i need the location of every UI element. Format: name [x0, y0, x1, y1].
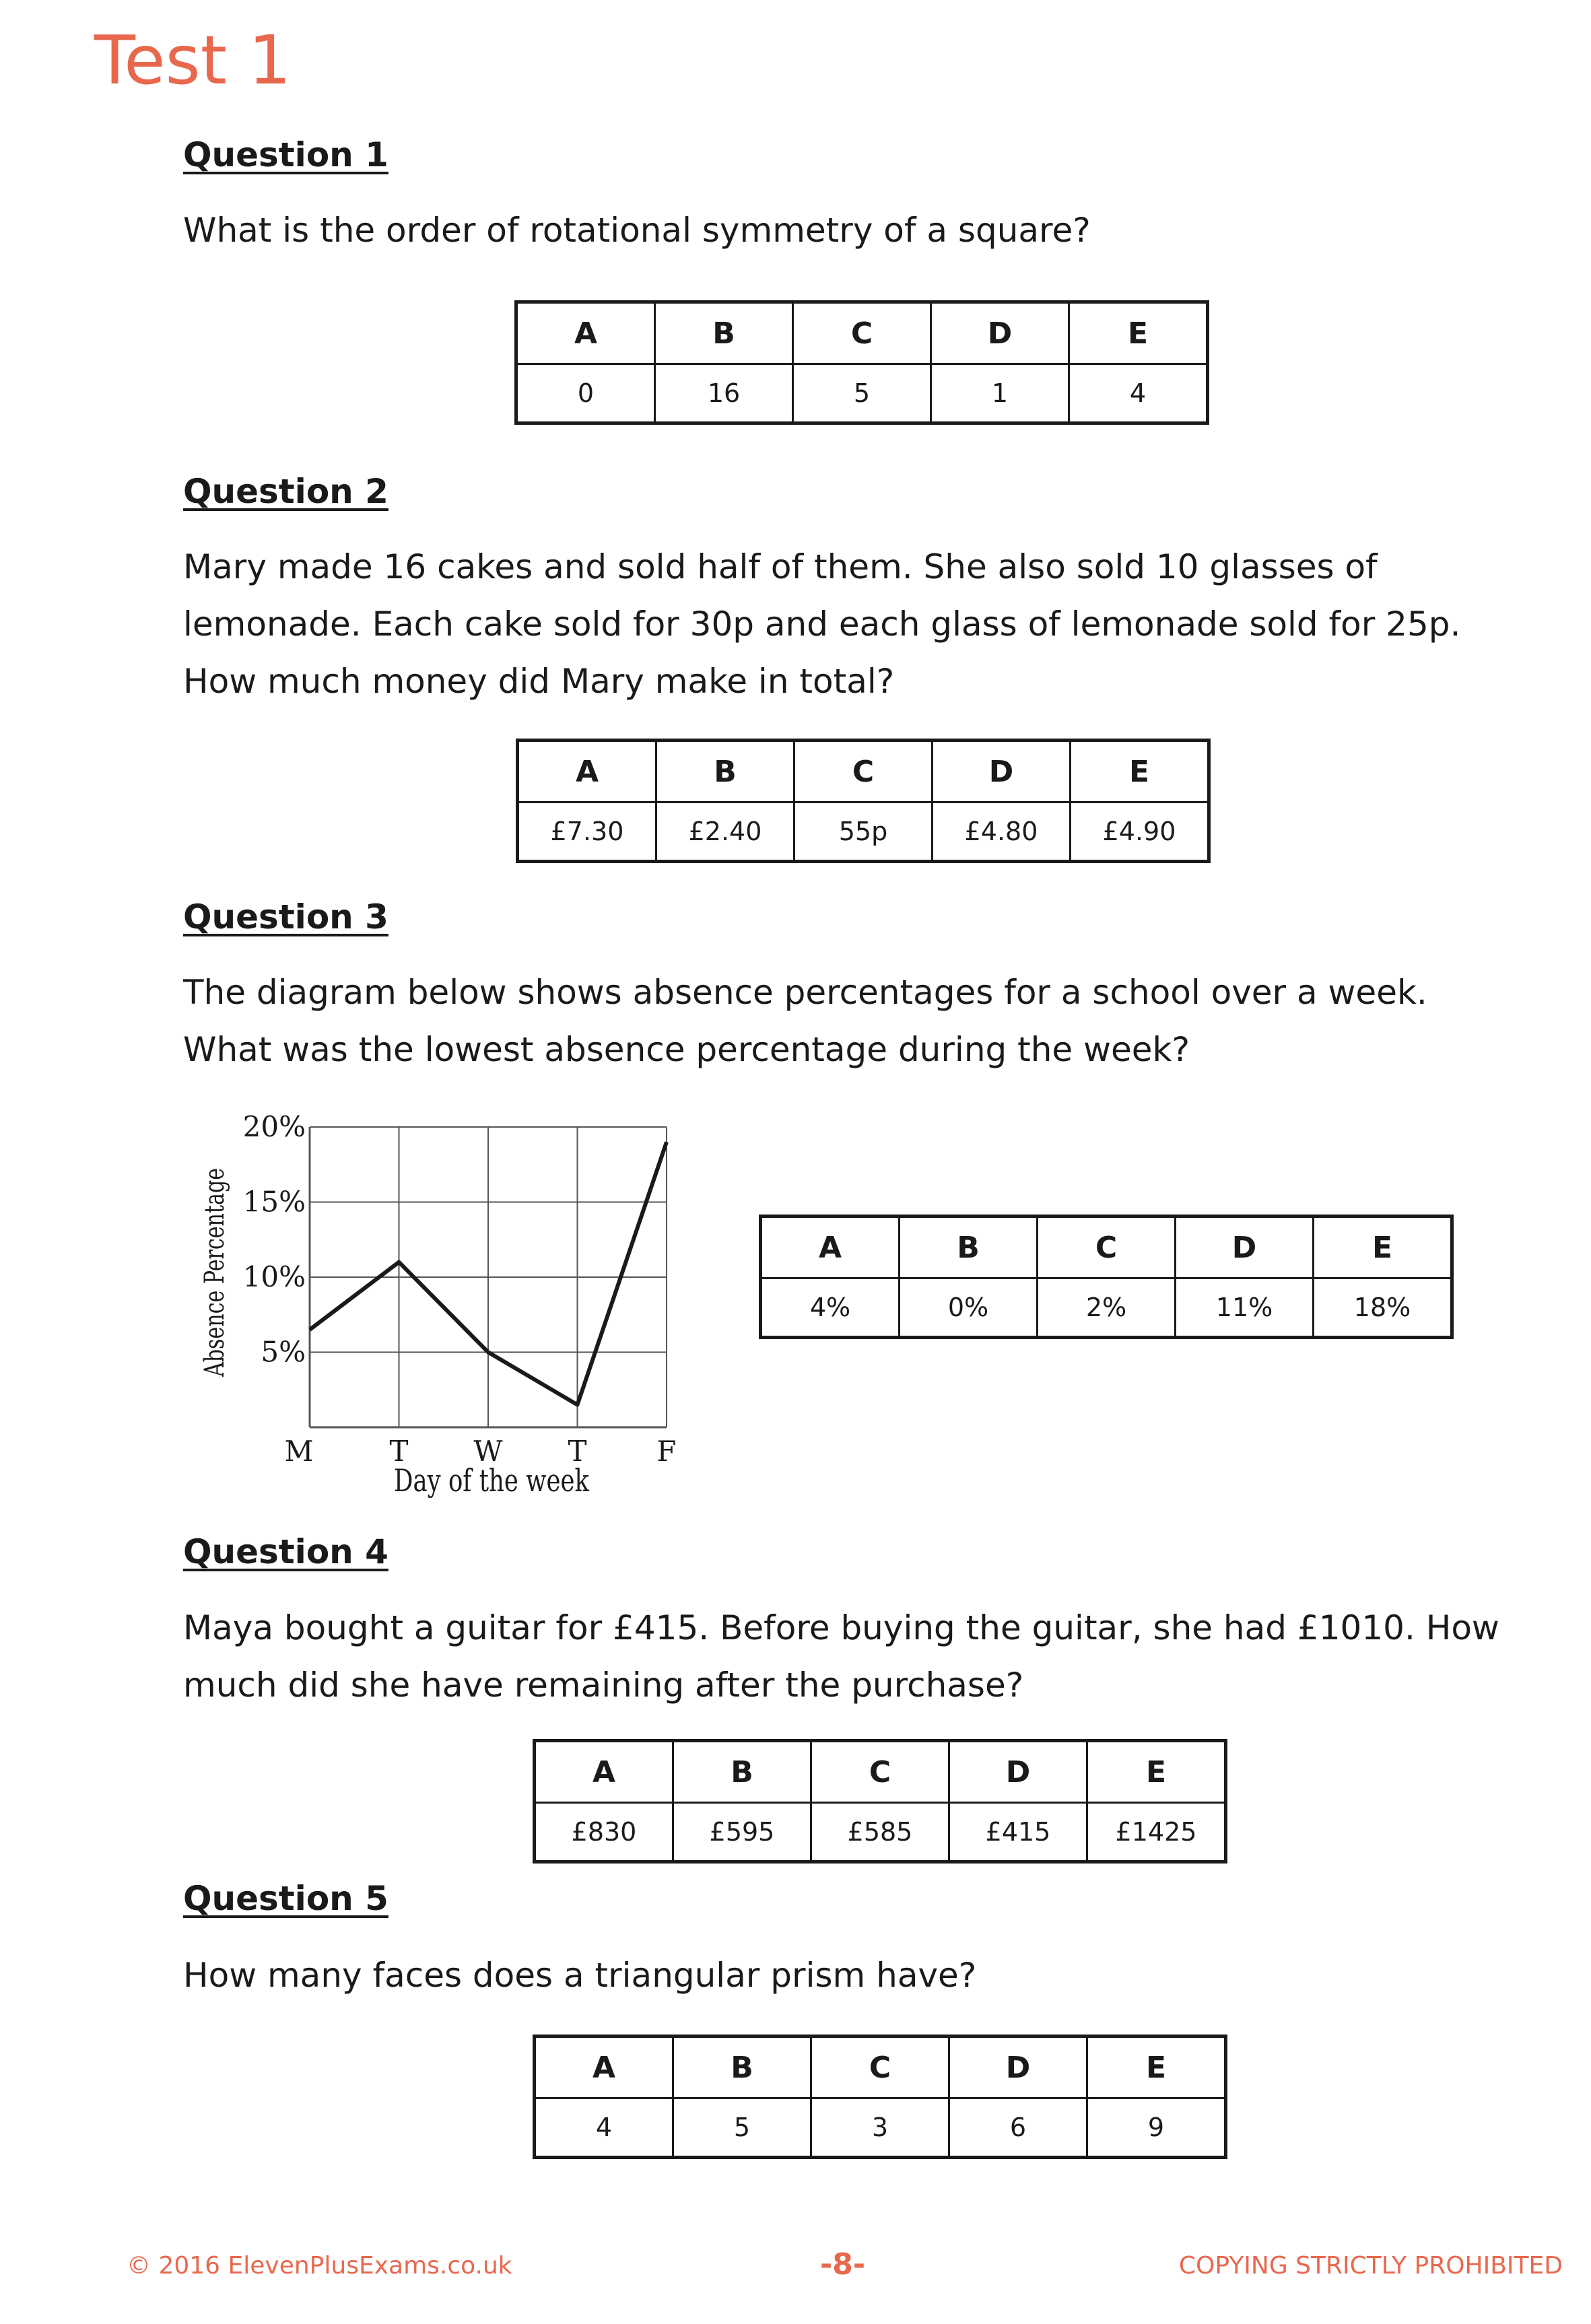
option-value[interactable]: £595 [673, 1803, 811, 1862]
option-letter[interactable]: C [793, 302, 931, 364]
option-letter[interactable]: A [761, 1217, 900, 1278]
question-5-heading: Question 5 [183, 1879, 388, 1918]
option-value[interactable]: 1 [931, 364, 1069, 423]
question-3-heading: Question 3 [183, 897, 388, 936]
option-value[interactable]: 16 [655, 364, 793, 423]
question-2-options [516, 739, 1211, 863]
option-letter[interactable]: A [518, 741, 656, 802]
footer-copying-notice: COPYING STRICTLY PROHIBITED [1178, 2252, 1563, 2280]
question-1-heading: Question 1 [183, 135, 388, 174]
chart-grid [310, 1127, 667, 1427]
chart-y-axis-label: Absence Percentage [199, 1099, 230, 1377]
option-value[interactable]: £415 [949, 1803, 1087, 1862]
option-letter[interactable]: B [656, 741, 794, 802]
option-value[interactable]: 0% [900, 1278, 1038, 1338]
option-letter[interactable]: E [1314, 1217, 1452, 1278]
option-letter[interactable]: A [535, 2037, 673, 2098]
y-tick-label: 15% [242, 1185, 306, 1219]
option-letter[interactable]: D [949, 2037, 1087, 2098]
question-1-text: What is the order of rotational symmetry of a square? [183, 211, 1091, 250]
option-value[interactable]: 18% [1314, 1278, 1452, 1338]
question-5-options [533, 2035, 1227, 2159]
option-letter[interactable]: D [1176, 1217, 1314, 1278]
option-value[interactable]: 11% [1176, 1278, 1314, 1338]
footer-copyright: © 2016 ElevenPlusExams.co.uk [127, 2252, 512, 2280]
option-letter[interactable]: D [933, 741, 1071, 802]
option-letter[interactable]: B [655, 302, 793, 364]
question-2-text: Mary made 16 cakes and sold half of them. She also sold 10 glasses of lemonade. Each cake sold for 30p and each glass of lemonade sold for 25p. How much money did Mary make in total? [183, 547, 1461, 701]
option-letter[interactable]: B [673, 2037, 811, 2098]
option-letter[interactable]: E [1069, 302, 1208, 364]
option-value[interactable]: 4 [1069, 364, 1208, 423]
chart-x-axis-label: Day of the week [394, 1462, 590, 1499]
option-value[interactable]: £4.80 [933, 802, 1071, 862]
option-letter[interactable]: A [535, 1741, 673, 1803]
option-value[interactable]: 4% [761, 1278, 900, 1338]
option-value[interactable]: 9 [1087, 2098, 1226, 2158]
option-letter[interactable]: C [811, 2037, 949, 2098]
x-tick-label: F [656, 1435, 677, 1468]
question-1-options [514, 300, 1209, 425]
option-letter[interactable]: E [1087, 2037, 1226, 2098]
option-value[interactable]: £4.90 [1071, 802, 1209, 862]
x-tick-label: W [473, 1435, 503, 1468]
option-letter[interactable]: C [1038, 1217, 1176, 1278]
option-value[interactable]: 55p [794, 802, 933, 862]
y-tick-label: 10% [242, 1260, 306, 1293]
option-value[interactable]: 2% [1038, 1278, 1176, 1338]
x-tick-label: T [568, 1435, 587, 1468]
option-letter[interactable]: C [794, 741, 933, 802]
y-tick-label: 5% [261, 1335, 306, 1369]
x-tick-label: M [284, 1435, 314, 1468]
option-value[interactable]: 5 [793, 364, 931, 423]
y-tick-label: 20% [242, 1110, 306, 1143]
option-value[interactable]: £830 [535, 1803, 673, 1862]
question-3-options [759, 1215, 1454, 1339]
option-value[interactable]: 3 [811, 2098, 949, 2158]
question-4-text: Maya bought a guitar for £415. Before buying the guitar, she had £1010. How much did she have remaining after the purchase? [183, 1608, 1499, 1705]
page-title: Test 1 [94, 21, 292, 100]
option-value[interactable]: £1425 [1087, 1803, 1226, 1862]
option-letter[interactable]: C [811, 1741, 949, 1803]
option-value[interactable]: £7.30 [518, 802, 656, 862]
question-4-heading: Question 4 [183, 1532, 388, 1571]
footer-page-number: -8- [820, 2247, 866, 2282]
option-value[interactable]: 4 [535, 2098, 673, 2158]
option-value[interactable]: 0 [516, 364, 655, 423]
option-letter[interactable]: E [1087, 1741, 1226, 1803]
x-tick-label: T [389, 1435, 409, 1468]
question-4-options [533, 1739, 1227, 1864]
option-value[interactable]: £2.40 [656, 802, 794, 862]
option-letter[interactable]: A [516, 302, 655, 364]
option-letter[interactable]: B [673, 1741, 811, 1803]
option-letter[interactable]: B [900, 1217, 1038, 1278]
question-5-text: How many faces does a triangular prism have? [183, 1956, 977, 1995]
question-2-heading: Question 2 [183, 472, 388, 511]
option-letter[interactable]: D [949, 1741, 1087, 1803]
option-value[interactable]: 5 [673, 2098, 811, 2158]
question-3-text: The diagram below shows absence percentages for a school over a week. What was the lowest absence percentage during the week? [183, 973, 1427, 1069]
option-letter[interactable]: D [931, 302, 1069, 364]
chart-y-ticks [243, 1110, 306, 1369]
option-value[interactable]: 6 [949, 2098, 1087, 2158]
option-letter[interactable]: E [1071, 741, 1209, 802]
absence-line-chart [189, 1097, 700, 1508]
option-value[interactable]: £585 [811, 1803, 949, 1862]
